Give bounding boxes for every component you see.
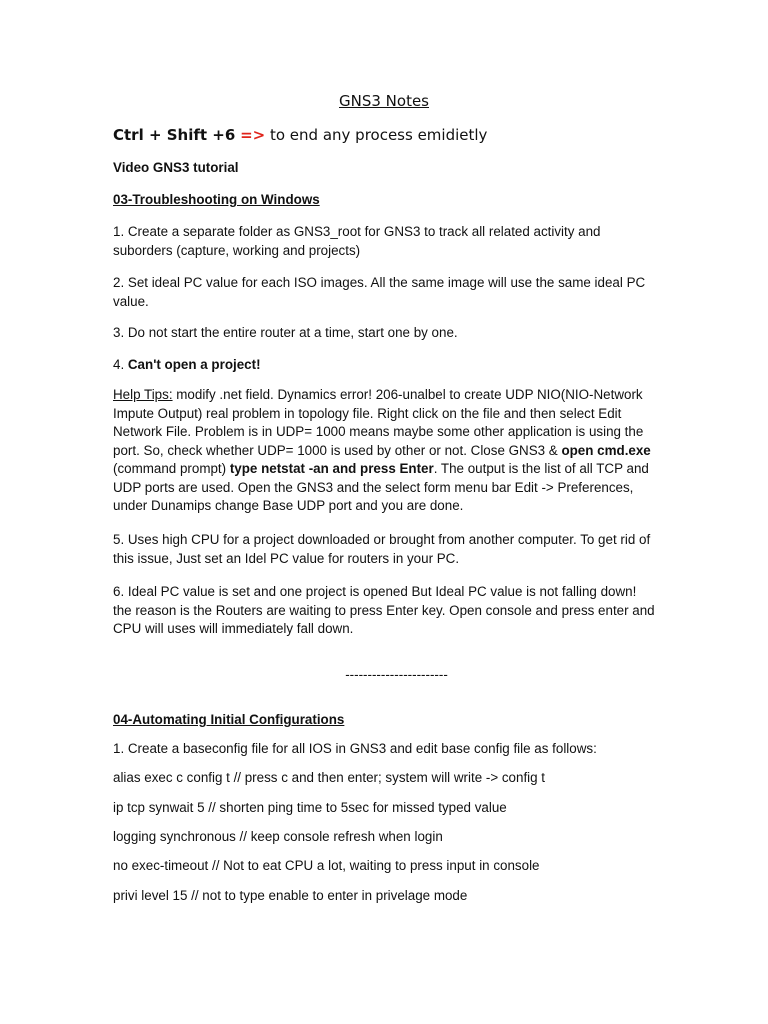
paragraph-2: 2. Set ideal PC value for each ISO images. All the same image will use the same ideal PC value. xyxy=(113,275,646,309)
paragraph-4-title: Can't open a project! xyxy=(127,357,261,372)
shortcut-keys: Ctrl + Shift +6 xyxy=(113,126,236,144)
help-tips-netstat: type netstat -an and press Enter xyxy=(229,461,434,476)
paragraph-4 xyxy=(113,356,658,375)
config-line: ip tcp synwait 5 // shorten ping time to 5sec for missed typed value xyxy=(113,800,507,815)
help-tips-text-1: modify .net field. Dynamics error! 206-unalbel to create UDP NIO(NIO-Network Impute Output) real problem in topology file. Right click on the file and then select Edit Network File. Problem is in UDP= 1000 means maybe some other application is using the port. So, check whether UDP= 1000 is used by other or not. Close GNS3 & xyxy=(113,387,644,458)
paragraph-1: 1. Create a separate folder as GNS3_root for GNS3 to track all related activity and suborders (capture, working and projects) xyxy=(113,224,601,258)
shortcut-arrow: => xyxy=(240,126,266,144)
paragraph-6: 6. Ideal PC value is set and one project is opened But Ideal PC value is not falling down! the reason is the Routers are waiting to press Enter key. Open console and press enter and CPU will uses will immediately fall down. xyxy=(113,584,655,636)
shortcut-text: to end any process emidietly xyxy=(265,126,488,144)
help-tips-paragraph xyxy=(113,386,658,516)
help-tips-cmd: open cmd.exe xyxy=(561,442,651,458)
help-tips-text-3: . The output is the list of all TCP and UDP ports are used. Open the GNS3 and the select form menu bar Edit -> Preferences, under Dunamips change Base UDP port and you are done. xyxy=(113,461,649,513)
config-intro: 1. Create a baseconfig file for all IOS in GNS3 and edit base config file as follows: xyxy=(113,741,597,756)
config-line: logging synchronous // keep console refresh when login xyxy=(113,829,443,844)
video-heading: Video GNS3 tutorial xyxy=(113,160,239,175)
document-title: GNS3 Notes xyxy=(339,92,429,110)
section-divider: ----------------------- xyxy=(345,667,448,683)
paragraph-3: 3. Do not start the entire router at a time, start one by one. xyxy=(113,325,458,340)
paragraph-5: 5. Uses high CPU for a project downloaded or brought from another computer. To get rid of this issue, Just set an Idel PC value for routers in your PC. xyxy=(113,532,651,566)
config-line: alias exec c config t // press c and then enter; system will write -> config t xyxy=(113,770,546,785)
help-tips-label: Help Tips: xyxy=(113,387,173,402)
shortcut-note xyxy=(113,125,658,145)
section-heading-troubleshooting: 03-Troubleshooting on Windows xyxy=(113,192,320,207)
help-tips-text-2: (command prompt) xyxy=(113,461,230,476)
paragraph-4-number: 4. xyxy=(113,357,128,372)
section-heading-automating: 04-Automating Initial Configurations xyxy=(113,712,345,727)
config-line: no exec-timeout // Not to eat CPU a lot, waiting to press input in console xyxy=(113,858,540,873)
config-line: privi level 15 // not to type enable to enter in privelage mode xyxy=(113,888,468,903)
